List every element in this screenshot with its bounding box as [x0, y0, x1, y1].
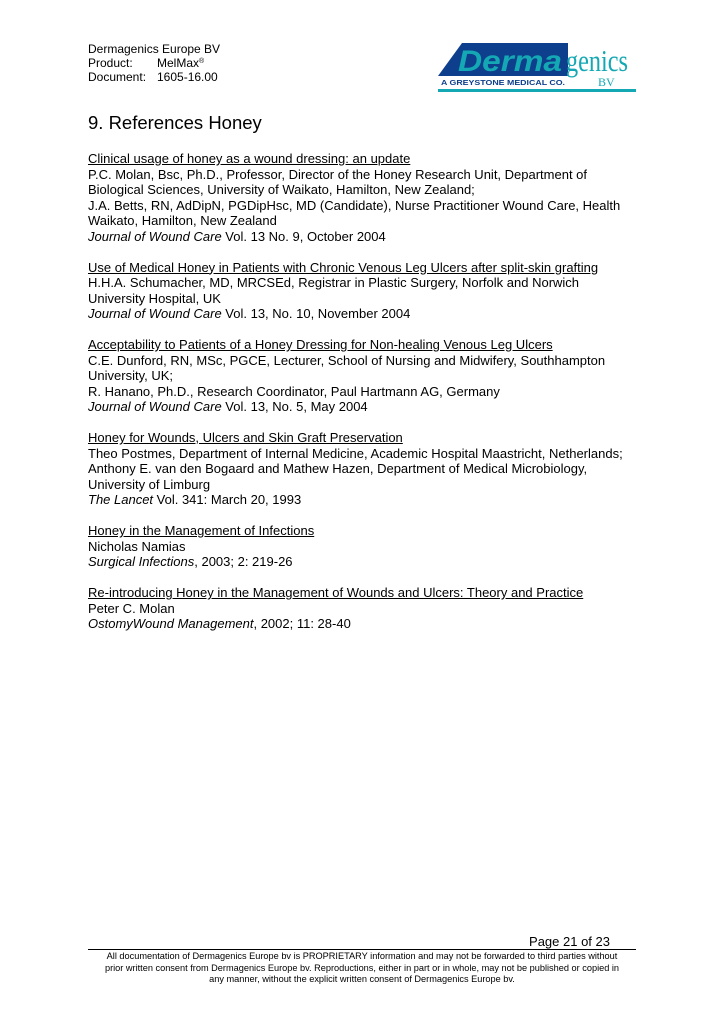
citation-details: , 2003; 2: 219-26	[194, 554, 293, 569]
logo-word-part2: genics	[566, 43, 628, 78]
reference-title: Honey in the Management of Infections	[88, 523, 315, 538]
reference-item	[88, 523, 648, 570]
reference-author-line: Nicholas Namias	[88, 538, 186, 554]
reference-citation	[88, 399, 648, 415]
reference-list	[88, 151, 648, 647]
company-name: Dermagenics Europe BV	[88, 42, 221, 56]
document-row	[88, 70, 220, 84]
reference-author-line: University, UK;	[88, 368, 173, 383]
logo-tagline: A GREYSTONE MEDICAL CO.	[441, 78, 565, 87]
logo-suffix: BV	[598, 75, 615, 89]
reference-citation	[88, 306, 648, 322]
reference-author-line: Peter C. Molan	[88, 600, 175, 616]
journal-name: Journal of Wound Care	[88, 399, 222, 414]
reference-author-line: Theo Postmes, Department of Internal Medicine, Academic Hospital Maastricht, Netherlands;	[88, 445, 623, 461]
reference-item	[88, 151, 648, 244]
reference-item	[88, 430, 648, 508]
journal-name: Journal of Wound Care	[88, 228, 222, 244]
citation-details: , 2002; 11: 28-40	[253, 616, 351, 631]
reference-citation	[88, 229, 648, 245]
document-header	[88, 42, 220, 84]
proprietary-disclaimer	[88, 951, 636, 986]
dermagenics-logo	[438, 40, 636, 94]
reference-author-line: R. Hanano, Ph.D., Research Coordinator, Paul Hartmann AG, Germany	[88, 383, 500, 399]
journal-name: The Lancet	[88, 492, 154, 507]
journal-name: OstomyWound Management	[88, 616, 254, 631]
logo-word-part1: Derma	[458, 45, 562, 78]
disclaimer-line: any manner, without the explicit written consent of Dermagenics Europe bv.	[209, 974, 515, 985]
reference-author-line: Anthony E. van den Bogaard and Mathew Hazen, Department of Medical Microbiology,	[88, 461, 588, 476]
reference-title: Acceptability to Patients of a Honey Dressing for Non-healing Venous Leg Ulcers	[88, 337, 553, 352]
reference-citation	[88, 616, 648, 632]
reference-title: Re-introducing Honey in the Management of Wounds and Ulcers: Theory and Practice	[88, 585, 584, 600]
reference-title: Honey for Wounds, Ulcers and Skin Graft Preservation	[88, 430, 403, 445]
disclaimer-line: All documentation of Dermagenics Europe bv is PROPRIETARY information and may not be forwarded to third parties without	[106, 951, 618, 961]
reference-title: Use of Medical Honey in Patients with Chronic Venous Leg Ulcers after split-skin grafting	[88, 259, 599, 275]
product-row	[88, 56, 220, 70]
reference-author-line: Biological Sciences, University of Waikato, Hamilton, New Zealand;	[88, 182, 475, 197]
reference-title: Clinical usage of honey as a wound dressing: an update	[88, 151, 411, 166]
document-value: 1605-16.00	[157, 70, 218, 84]
page-footer	[88, 934, 636, 986]
logo-underline	[438, 89, 636, 92]
reference-author-line: University Hospital, UK	[88, 290, 221, 306]
document-label: Document:	[88, 70, 147, 84]
journal-name: Surgical Infections	[88, 554, 195, 569]
reference-author-line: P.C. Molan, Bsc, Ph.D., Professor, Director of the Honey Research Unit, Department of	[88, 166, 588, 182]
journal-name: Journal of Wound Care	[88, 306, 222, 321]
reference-item	[88, 260, 648, 322]
reference-author-line: J.A. Betts, RN, AdDipN, PGDipHsc, MD (Candidate), Nurse Practitioner Wound Care, Health	[88, 197, 621, 213]
reference-author-line: C.E. Dunford, RN, MSc, PGCE, Lecturer, School of Nursing and Midwifery, Southhampton	[88, 352, 606, 368]
reference-item	[88, 585, 648, 632]
reference-item	[88, 337, 648, 415]
reference-author-line: University of Limburg	[88, 476, 211, 492]
section-title: 9. References Honey	[88, 112, 262, 133]
disclaimer-line: prior written consent from Dermagenics Europe bv. Reproductions, either in part or in whole, may not be published or copied in	[104, 962, 620, 973]
registered-mark: ®	[199, 58, 205, 65]
reference-author-line: Waikato, Hamilton, New Zealand	[88, 213, 277, 228]
citation-details: Vol. 13, No. 5, May 2004	[221, 399, 368, 414]
product-value: MelMax	[157, 56, 200, 70]
reference-author-line: H.H.A. Schumacher, MD, MRCSEd, Registrar in Plastic Surgery, Norfolk and Norwich	[88, 275, 580, 290]
citation-details: Vol. 341: March 20, 1993	[153, 492, 302, 507]
page-number: Page 21 of 23	[88, 934, 636, 950]
citation-details: Vol. 13, No. 10, November 2004	[221, 306, 411, 321]
reference-citation	[88, 554, 648, 570]
product-label: Product:	[88, 56, 133, 70]
citation-details: Vol. 13 No. 9, October 2004	[221, 228, 386, 244]
reference-citation	[88, 492, 648, 508]
